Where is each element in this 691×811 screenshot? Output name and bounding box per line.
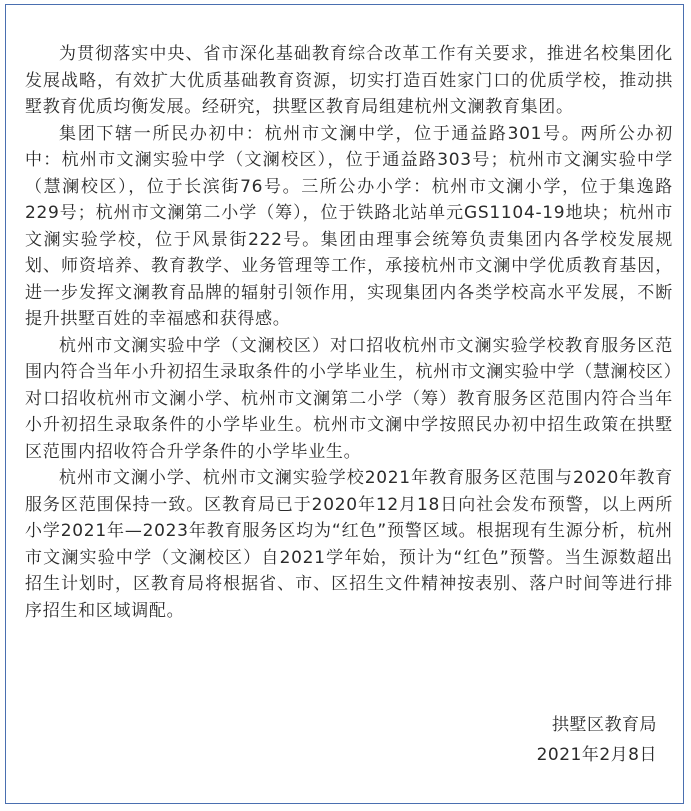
paragraph-group-schools: 集团下辖一所民办初中：杭州市文澜中学，位于通益路301号。两所公办初中：杭州市文澜实验中学（文澜校区），位于通益路303号；杭州市文澜实验中学（慧澜校区），位于长滨街76号。三所公办小学：杭州市文澜小学，位于集逸路229号；杭州市文澜第二小学（筹），位于铁路北站单元GS1104-19地块；杭州市文澜实验学校，位于风景街222号。集团由理事会统筹负责集团内各学校发展规划、师资培养、教育教学、业务管理等工作，承接杭州市文澜中学优质教育基因，进一步发挥文澜教育品牌的辐射引领作用，实现集团内各类学校高水平发展，不断提升拱墅百姓的幸福感和获得感。 xyxy=(25,123,673,329)
notice-body xyxy=(25,41,673,624)
issue-date: 2021年2月8日 xyxy=(536,745,657,765)
paragraph-enrollment: 杭州市文澜实验中学（文澜校区）对口招收杭州市文澜实验学校教育服务区范围内符合当年小升初招生录取条件的小学毕业生，杭州市文澜实验中学（慧澜校区）对口招收杭州市文澜小学、杭州市文澜第二小学（筹）教育服务区范围内符合当年小升初招生录取条件的小学毕业生。杭州市文澜中学按照民办初中招生政策在拱墅区范围内招收符合升学条件的小学毕业生。 xyxy=(25,335,673,462)
paragraph-intro: 为贯彻落实中央、省市深化基础教育综合改革工作有关要求，推进名校集团化发展战略，有效扩大优质基础教育资源，切实打造百姓家门口的优质学校，推动拱墅教育优质均衡发展。经研究，拱墅区教育局组建杭州文澜教育集团。 xyxy=(25,44,673,117)
paragraph-service-area: 杭州市文澜小学、杭州市文澜实验学校2021年教育服务区范围与2020年教育服务区范围保持一致。区教育局已于2020年12月18日向社会发布预警，以上两所小学2021年—2023年教育服务区均为“红色”预警区域。根据现有生源分析，杭州市文澜实验中学（文澜校区）自2021学年始，预计为“红色”预警。当生源数超出招生计划时，区教育局将根据省、市、区招生文件精神按表别、落户时间等进行排序招生和区域调配。 xyxy=(25,468,673,621)
issuer-name: 拱墅区教育局 xyxy=(552,715,657,735)
notice-frame xyxy=(5,4,684,804)
signature-block xyxy=(537,710,657,770)
